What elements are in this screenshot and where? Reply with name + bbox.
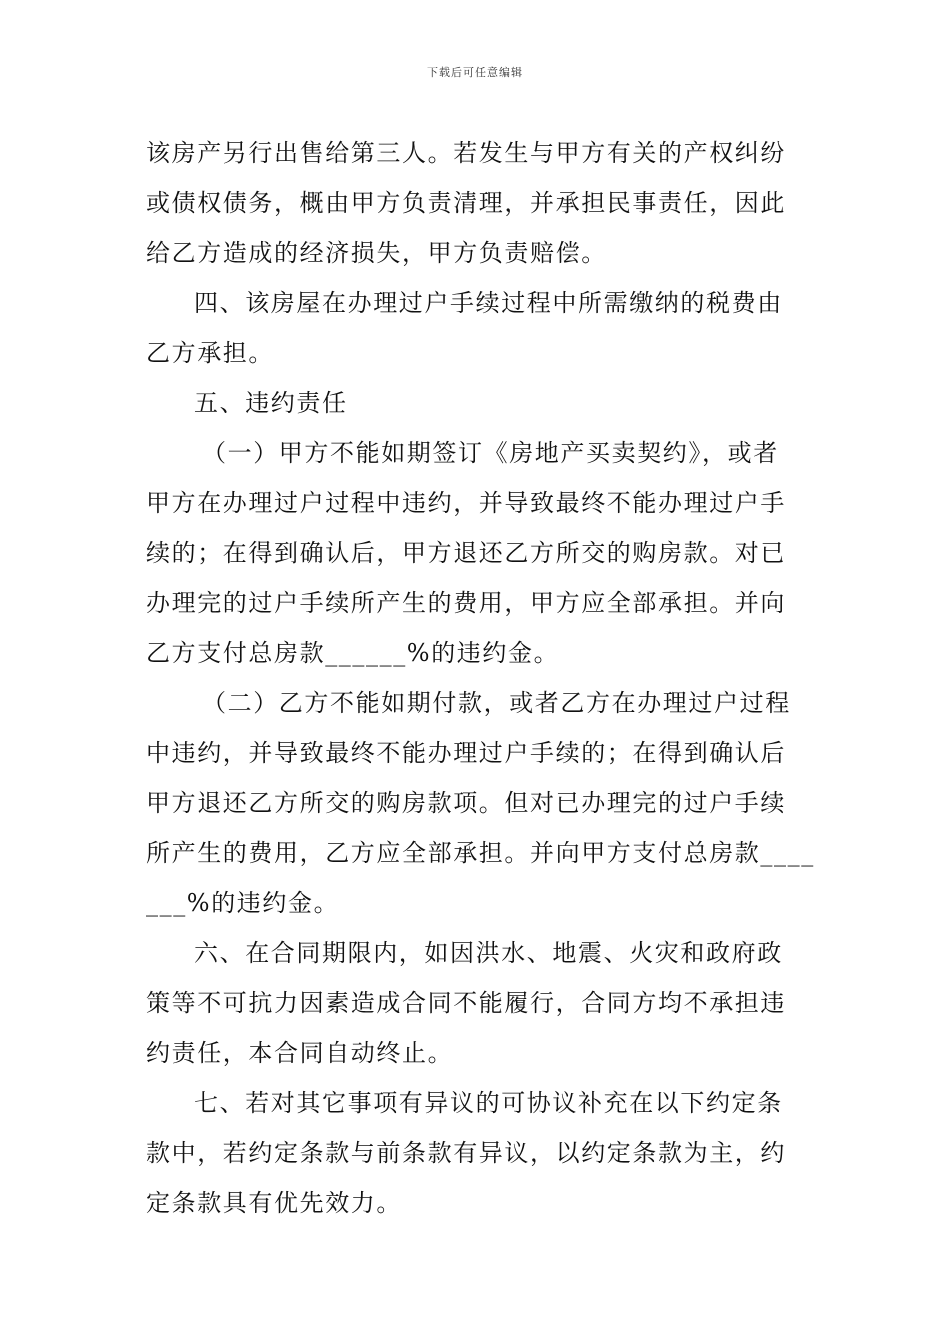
- text-line: 策等不可抗力因素造成合同不能履行，合同方均不承担违: [146, 989, 786, 1017]
- clause-seven-start: 七、若对其它事项有异议的可协议补充在以下约定条: [194, 1089, 783, 1117]
- text-line: 该房产另行出售给第三人。若发生与甲方有关的产权纠纷: [146, 139, 786, 167]
- subclause-one-start: （一）甲方不能如期签订《房地产买卖契约》，或者: [202, 439, 779, 467]
- text-line: 给乙方造成的经济损失，甲方负责赔偿。: [146, 239, 607, 267]
- clause-four-start: 四、该房屋在办理过户手续过程中所需缴纳的税费由: [194, 289, 783, 317]
- text-line: 甲方在办理过户过程中违约，并导致最终不能办理过户手: [146, 489, 786, 517]
- text-line: 定条款具有优先效力。: [146, 1189, 402, 1217]
- contract-body: [146, 128, 815, 1228]
- text-line: 乙方支付总房款______%的违约金。: [146, 639, 560, 667]
- text-line: 约责任，本合同自动终止。: [146, 1039, 454, 1067]
- text-line: 或债权债务，概由甲方负责清理，并承担民事责任，因此: [146, 189, 786, 217]
- subclause-two-start: （二）乙方不能如期付款，或者乙方在办理过户过程: [202, 689, 791, 717]
- text-line: 续的；在得到确认后，甲方退还乙方所交的购房款。对已: [146, 539, 786, 567]
- text-line: ___%的违约金。: [146, 889, 340, 917]
- text-line: 乙方承担。: [146, 339, 274, 367]
- text-line: 款中，若约定条款与前条款有异议，以约定条款为主，约: [146, 1139, 786, 1167]
- text-line: 办理完的过户手续所产生的费用，甲方应全部承担。并向: [146, 589, 786, 617]
- clause-five-heading: 五、违约责任: [194, 389, 348, 417]
- page-header: 下载后可任意编辑: [427, 66, 523, 79]
- text-line: 甲方退还乙方所交的购房款项。但对已办理完的过户手续: [146, 789, 786, 817]
- text-line: 所产生的费用，乙方应全部承担。并向甲方支付总房款____: [146, 839, 815, 867]
- text-line: 中违约，并导致最终不能办理过户手续的；在得到确认后: [146, 739, 786, 767]
- clause-six-start: 六、在合同期限内，如因洪水、地震、火灾和政府政: [194, 939, 783, 967]
